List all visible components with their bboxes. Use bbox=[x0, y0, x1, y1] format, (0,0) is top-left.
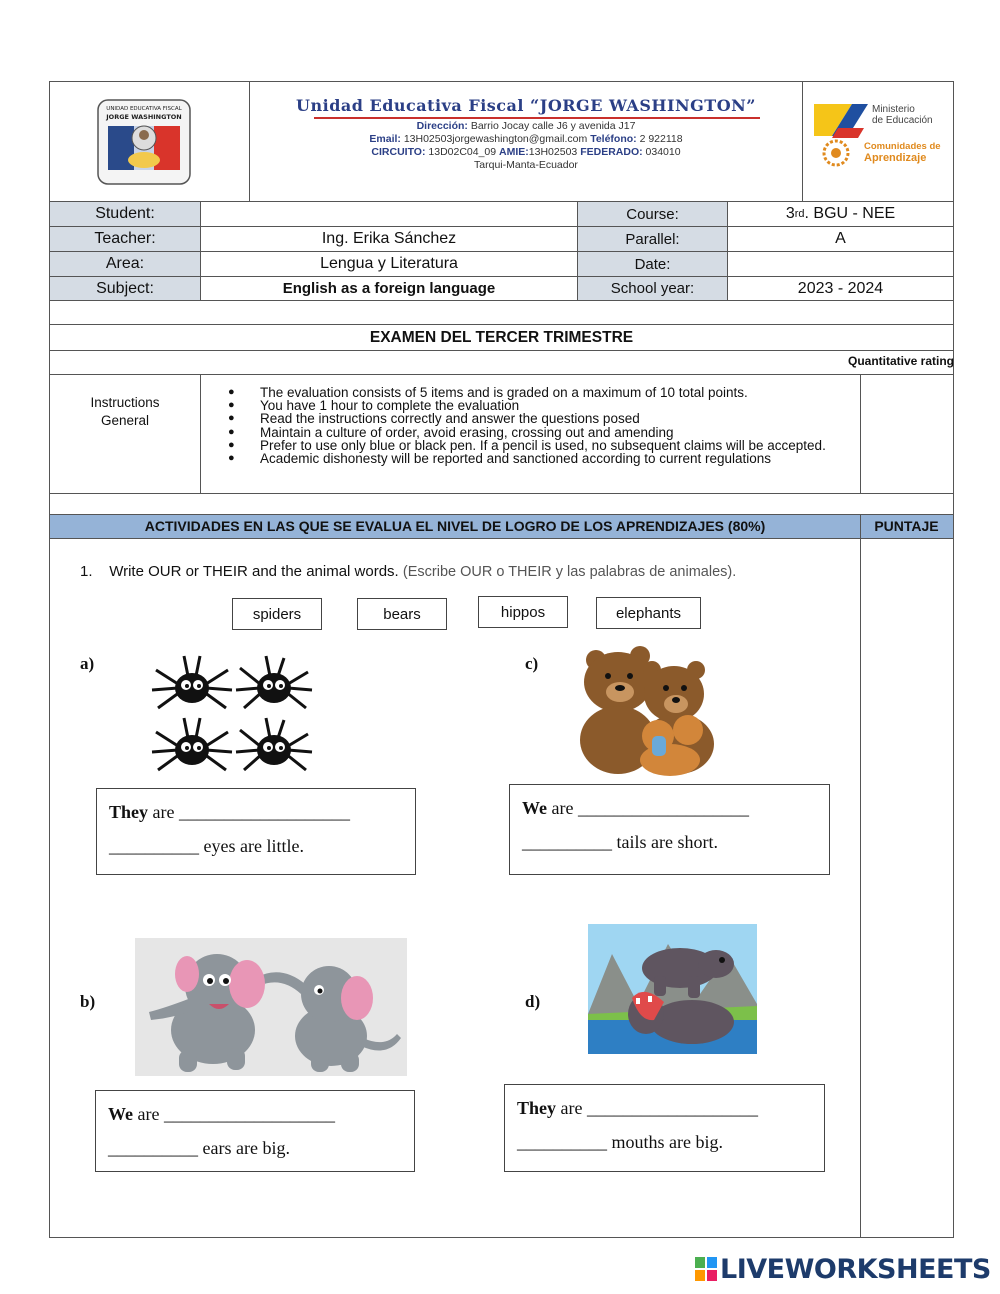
course-value: 3 rd . BGU - NEE bbox=[785, 205, 896, 222]
divider bbox=[49, 276, 954, 277]
divider bbox=[49, 300, 954, 301]
instruction-item: ● You have 1 hour to complete the evaluation bbox=[228, 398, 520, 414]
teacher-value: Ing. Erika Sánchez bbox=[321, 230, 457, 247]
instruction-item: ● Academic dishonesty will be reported and sanctioned according to current regulations bbox=[228, 451, 772, 467]
item-c-letter: c) bbox=[525, 654, 539, 673]
item-b-letter: b) bbox=[80, 992, 96, 1011]
parallel-value: A bbox=[835, 230, 846, 247]
ministry-line2: de Educación bbox=[872, 115, 933, 126]
answer-box-b[interactable]: We are ___________________ __________ ears are big. bbox=[95, 1090, 415, 1172]
svg-text:JORGE WASHINGTON: JORGE WASHINGTON bbox=[106, 113, 182, 121]
teacher-label: Teacher: bbox=[50, 227, 200, 251]
school-codes: CIRCUITO: 13D02C04_09 AMIE:13H02503 FEDERADO: 034010 bbox=[371, 146, 681, 158]
liveworksheets-icon bbox=[694, 1256, 718, 1282]
instructions-label: Instructions General bbox=[90, 395, 160, 428]
instruction-item: ● Maintain a culture of order, avoid erasing, crossing out and amending bbox=[228, 424, 674, 440]
ministry-line1: Ministerio bbox=[872, 104, 915, 115]
area-label: Area: bbox=[50, 252, 200, 276]
community-icon bbox=[816, 138, 856, 168]
course-label: Course: bbox=[578, 202, 727, 226]
ministry-logo bbox=[812, 100, 947, 170]
student-field[interactable] bbox=[201, 202, 577, 226]
ministry-flag-icon bbox=[812, 102, 872, 140]
instructions-list bbox=[228, 386, 860, 465]
divider bbox=[49, 493, 954, 494]
parallel-label: Parallel: bbox=[578, 227, 727, 251]
divider bbox=[200, 374, 201, 493]
school-name-underline bbox=[314, 117, 760, 119]
school-address: Dirección: Barrio Jocay calle J6 y avenida J17 bbox=[416, 120, 636, 132]
divider bbox=[49, 251, 954, 252]
word-bank-spiders[interactable]: spiders bbox=[232, 598, 322, 630]
divider bbox=[802, 81, 803, 201]
bears-image bbox=[578, 640, 728, 778]
instruction-item: ● The evaluation consists of 5 items and is graded on a maximum of 10 total points. bbox=[228, 385, 748, 400]
question-1-prompt: 1. Write OUR or THEIR and the animal words. (Escribe OUR o THEIR y las palabras de animales). bbox=[80, 563, 737, 580]
exam-title: EXAMEN DEL TERCER TRIMESTRE bbox=[369, 328, 634, 346]
school-contact: Email: 13H02503jorgewashington@gmail.com Teléfono: 2 922118 bbox=[369, 133, 683, 145]
score-header: PUNTAJE bbox=[874, 518, 939, 534]
divider bbox=[577, 201, 578, 300]
activities-title: ACTIVIDADES EN LAS QUE SE EVALUA EL NIVEL DE LOGRO DE LOS APRENDIZAJES (80%) bbox=[144, 518, 766, 534]
answer-box-c[interactable]: We are ___________________ __________ tails are short. bbox=[509, 784, 830, 875]
liveworksheets-text: LIVEWORKSHEETS bbox=[720, 1253, 991, 1285]
school-name: Unidad Educativa Fiscal “JORGE WASHINGTON” bbox=[296, 96, 756, 115]
elephants-image bbox=[135, 938, 407, 1076]
ministry-sub1: Comunidades de bbox=[864, 141, 941, 152]
divider bbox=[49, 226, 954, 227]
item-a-letter: a) bbox=[80, 654, 95, 673]
date-field[interactable] bbox=[728, 252, 953, 276]
instruction-item: ● Prefer to use only blue or black pen. If a pencil is used, no subsequent claims will be accepted. bbox=[228, 437, 826, 453]
score-column-divider bbox=[860, 514, 861, 1238]
divider bbox=[49, 514, 954, 515]
word-bank-bears[interactable]: bears bbox=[357, 598, 447, 630]
divider bbox=[860, 374, 861, 493]
answer-box-d[interactable]: They are ___________________ __________ mouths are big. bbox=[504, 1084, 825, 1172]
ministry-sub2: Aprendizaje bbox=[864, 152, 927, 164]
date-label: Date: bbox=[578, 252, 727, 276]
area-value: Lengua y Literatura bbox=[320, 255, 458, 272]
word-bank-elephants[interactable]: elephants bbox=[596, 597, 701, 629]
quantitative-rating-label: Quantitative rating bbox=[847, 354, 954, 368]
hippos-image bbox=[588, 924, 757, 1054]
divider bbox=[49, 538, 954, 539]
school-crest bbox=[96, 98, 192, 186]
divider bbox=[200, 201, 201, 300]
school-location: Tarqui-Manta-Ecuador bbox=[474, 159, 578, 171]
word-bank-hippos[interactable]: hippos bbox=[478, 596, 568, 628]
liveworksheets-logo[interactable] bbox=[694, 1254, 991, 1284]
year-value: 2023 - 2024 bbox=[797, 279, 884, 297]
answer-box-a[interactable]: They are ___________________ __________ eyes are little. bbox=[96, 788, 416, 875]
student-label: Student: bbox=[50, 202, 200, 226]
spiders-image bbox=[148, 652, 314, 776]
svg-text:UNIDAD EDUCATIVA FISCAL: UNIDAD EDUCATIVA FISCAL bbox=[106, 106, 182, 112]
instruction-item: ● Read the instructions correctly and answer the questions posed bbox=[228, 411, 640, 427]
subject-label: Subject: bbox=[50, 277, 200, 300]
divider bbox=[49, 374, 954, 375]
subject-value: English as a foreign language bbox=[282, 280, 496, 297]
item-d-letter: d) bbox=[525, 992, 541, 1011]
divider bbox=[49, 350, 954, 351]
year-label: School year: bbox=[578, 277, 727, 300]
divider bbox=[727, 201, 728, 300]
